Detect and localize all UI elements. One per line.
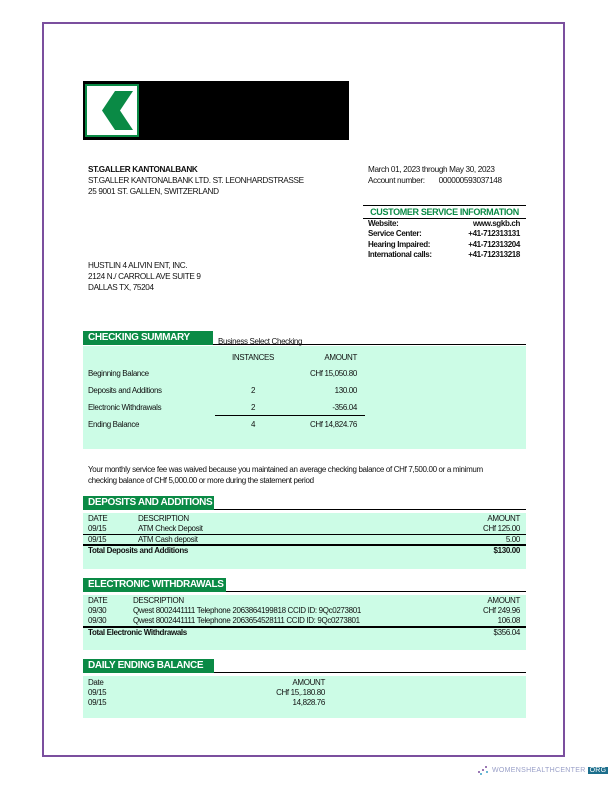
table-row [83,616,526,626]
table-row [83,524,526,534]
cs-website-link[interactable]: www.sgkb.ch [473,219,520,228]
checking-summary-header [83,331,526,345]
row-date: 09/15 [88,698,107,707]
row-amount: 5.00 [505,535,520,544]
summary-label: Ending Balance [88,420,140,429]
daily-balance-panel [83,676,526,718]
withdrawals-header-row [83,596,526,606]
section-rule [226,578,526,592]
daily-balance-header [83,659,526,673]
row-description: ATM Cash deposit [138,535,198,544]
watermark-text: WOMENSHEALTHCENTER [492,766,586,774]
statement-period: March 01, 2023 through May 30, 2023 [368,165,495,174]
summary-label: Deposits and Additions [88,386,162,395]
col-date: DATE [88,596,108,605]
row-date: 09/30 [88,606,107,615]
row-amount: CHf 15,.180.80 [276,688,325,697]
account-number: 000000593037148 [438,176,502,185]
row-description: Qwest 8002441111 Telephone 2063864199818 CCID ID: 9Qc0273801 [133,606,361,615]
summary-instances: 2 [250,403,256,412]
customer-address-line1: 2124 N./ CARROLL AVE SUITE 9 [88,272,201,281]
customer-address-block [88,260,201,293]
summary-row-ending [83,419,373,431]
summary-amount: 130.00 [334,386,357,395]
section-rule [213,331,526,345]
cs-value: +41-712313131 [468,229,520,239]
col-instances: INSTANCES [231,353,275,362]
cs-row-hearing-impaired [363,240,526,250]
row-amount: 106.08 [497,616,520,625]
row-date: 09/30 [88,616,107,625]
cs-value: +41-712313218 [468,249,520,259]
summary-instances: 4 [250,420,256,429]
col-amount: AMOUNT [324,353,357,362]
customer-service-title: CUSTOMER SERVICE INFORMATION [363,205,526,219]
row-amount: CHf 125.00 [483,524,520,533]
total-label: Total Deposits and Additions [88,546,188,555]
cs-row-website [363,219,526,229]
customer-name: HUSTLIN 4 ALIVIN ENT, INC. [88,261,188,270]
cs-label: Hearing Impaired: [368,239,431,249]
withdrawals-title: ELECTRONIC WITHDRAWALS [83,578,226,592]
col-amount: AMOUNT [487,596,520,605]
chevron-left-logo-icon [87,86,137,135]
logo-box [85,84,139,137]
summary-divider [215,415,365,416]
table-row [83,688,526,698]
deposits-panel [83,513,526,569]
watermark [476,765,608,775]
row-description: ATM Check Deposit [138,524,203,533]
cs-value: +41-712313204 [468,239,520,249]
table-row [83,534,526,544]
customer-service-block [363,205,526,260]
table-row [83,606,526,616]
summary-amount: CHf 15,050.80 [309,369,357,378]
row-amount: 14,828.76 [292,698,325,707]
account-type: Business Select Checking [218,337,303,346]
summary-row-deposits [83,385,373,397]
summary-amount: -356.04 [332,403,357,412]
summary-label: Electronic Withdrawals [88,403,162,412]
daily-balance-table [83,678,526,708]
deposits-total-row [83,544,526,556]
deposits-header [83,496,526,510]
summary-row-withdrawals [83,402,373,414]
cs-label: Service Center: [368,229,422,239]
bank-logo-banner [83,81,349,140]
col-description: DESCRIPTION [138,514,189,523]
summary-header-row [83,352,373,364]
cs-row-service-center [363,229,526,239]
bank-address-line1: ST.GALLER KANTONALBANK LTD. ST. LEONHARDSTRASSE [88,176,304,185]
summary-amount: CHf 14,824.76 [309,420,357,429]
col-amount: AMOUNT [487,514,520,523]
deposits-title: DEPOSITS AND ADDITIONS [83,496,214,510]
bank-address-line2: 25 9001 ST. GALLEN, SWITZERLAND [88,187,219,196]
section-rule [214,659,526,673]
watermark-org-badge: ORG [589,766,607,774]
total-amount: $356.04 [493,628,520,637]
checking-summary-panel [83,346,526,449]
checking-summary-title: CHECKING SUMMARY [83,331,213,345]
row-date: 09/15 [88,688,107,697]
total-label: Total Electronic Withdrawals [88,628,187,637]
daily-balance-title: DAILY ENDING BALANCE [83,659,214,673]
row-description: Qwest 8002441111 Telephone 2063654528111 CCID ID: 9Qc0273801 [133,616,360,625]
row-date: 09/15 [88,524,107,533]
col-date: Date [88,678,104,687]
account-number-row [368,175,502,186]
cs-label: Website: [368,219,399,228]
withdrawals-header [83,578,526,592]
bank-address-block [88,164,304,197]
statement-period-block [368,164,502,186]
table-row [83,698,526,708]
cs-label: International calls: [368,249,432,259]
withdrawals-panel [83,595,526,650]
deposits-table [83,514,526,556]
total-amount: $130.00 [493,546,520,555]
cs-row-international [363,250,526,260]
account-number-label: Account number: [368,176,425,185]
summary-label: Beginning Balance [88,369,149,378]
col-description: DESCRIPTION [133,596,184,605]
col-amount: AMOUNT [292,678,325,687]
bank-name: ST.GALLER KANTONALBANK [88,165,198,174]
service-fee-notice: Your monthly service fee was waived because you maintained an average checking balance of CHf 7,500.00 or a minimum checking balance of CHf 5,000.00 or more during the statement period [88,465,483,485]
row-date: 09/15 [88,535,107,544]
withdrawals-table [83,596,526,638]
row-amount: CHf 249.96 [483,606,520,615]
withdrawals-total-row [83,626,526,638]
section-rule [214,496,526,510]
summary-row-beginning [83,368,373,380]
col-date: DATE [88,514,108,523]
customer-address-line2: DALLAS TX, 75204 [88,283,154,292]
deposits-header-row [83,514,526,524]
daily-header-row [83,678,526,688]
summary-instances: 2 [250,386,256,395]
sparkle-dots-icon [476,765,490,775]
